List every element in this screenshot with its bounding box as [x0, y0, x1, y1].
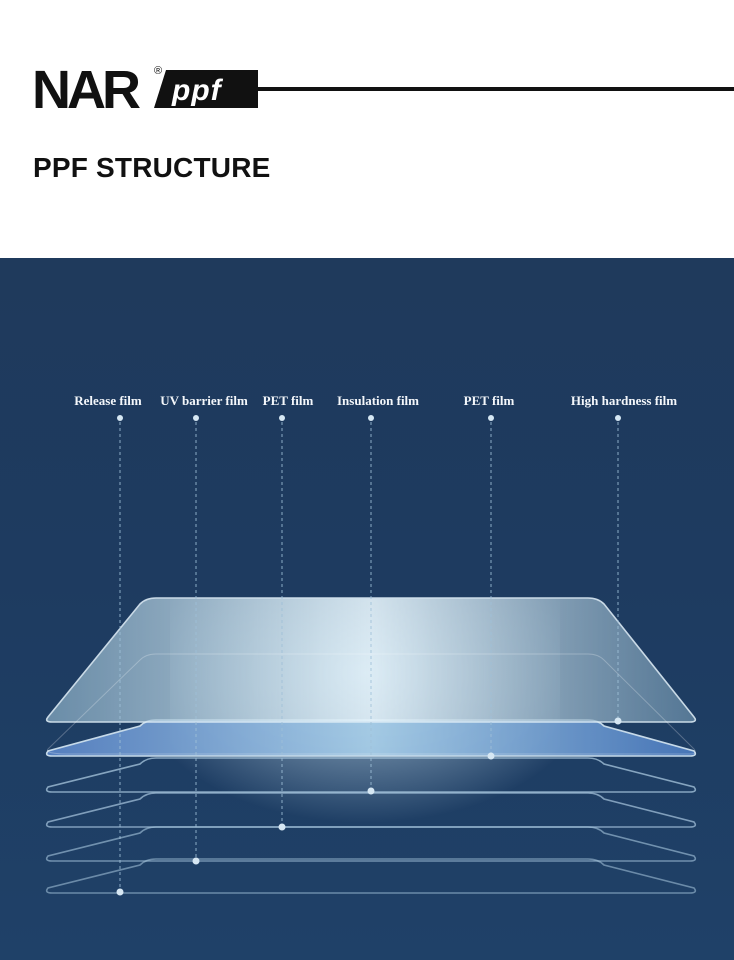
logo-letters: NAR	[32, 60, 137, 120]
label-marker-dot	[193, 415, 199, 421]
layer-marker-dot-release	[117, 889, 124, 896]
logo-registered-mark: ®	[154, 65, 163, 77]
layer-marker-dot-insulation	[368, 788, 375, 795]
header	[0, 0, 734, 258]
film-layers	[47, 598, 696, 893]
layer-label-release: Release film	[74, 393, 142, 408]
layer-label-hardness: High hardness film	[570, 393, 678, 408]
label-marker-dot	[117, 415, 123, 421]
layer-label-pet_upper: PET film	[463, 393, 515, 408]
label-marker-dot	[368, 415, 374, 421]
layer-label-pet_lower: PET film	[262, 393, 314, 408]
logo-badge-text: ppf	[172, 74, 222, 107]
layer-stack-svg	[0, 258, 734, 960]
layer-marker-dot-pet_lower	[279, 824, 286, 831]
structure-diagram	[0, 258, 734, 960]
label-marker-dot	[488, 415, 494, 421]
logo-graphic	[0, 0, 734, 130]
layer-label-insulation: Insulation film	[337, 393, 419, 408]
film-layer-release	[47, 859, 696, 893]
page-title: PPF STRUCTURE	[33, 152, 271, 183]
label-marker-dot	[279, 415, 285, 421]
layer-marker-dot-hardness	[615, 718, 622, 725]
layer-marker-dot-pet_upper	[488, 753, 495, 760]
brand-logo	[0, 0, 734, 130]
layer-labels	[74, 393, 677, 408]
layer-marker-dot-uv	[193, 858, 200, 865]
layer-label-uv: UV barrier film	[160, 393, 248, 408]
film-layer-pet_upper	[47, 720, 696, 756]
label-marker-dot	[615, 415, 621, 421]
